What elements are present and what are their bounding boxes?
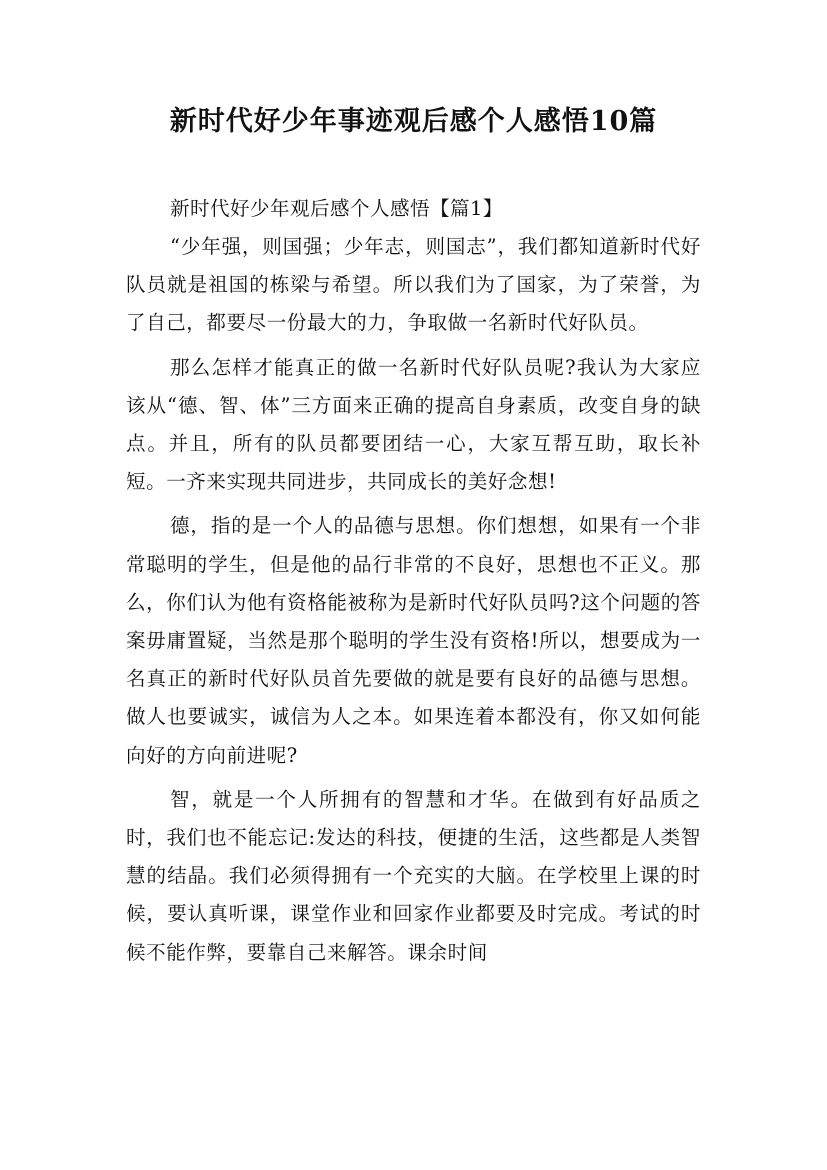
paragraph-4: 智，就是一个人所拥有的智慧和才华。在做到有好品质之时，我们也不能忘记:发达的科技，便捷的生活，这些都是人类智慧的结晶。我们必须得拥有一个充实的大脑。在学校里上课的时候，要认真听课，课堂作业和回家作业都要及时完成。考试的时候不能作弊，要靠自己来解答。课余时间 bbox=[126, 787, 701, 964]
paragraph-3: 德，指的是一个人的品德与思想。你们想想，如果有一个非常聪明的学生，但是他的品行非常的不良好，思想也不正义。那么，你们认为他有资格能被称为是新时代好队员吗?这个问题的答案毋庸置疑，当然是那个聪明的学生没有资格!所以，想要成为一名真正的新时代好队员首先要做的就是要有良好的品德与思想。做人也要诚实，诚信为人之本。如果连着本都没有，你又如何能向好的方向前进呢? bbox=[126, 514, 701, 767]
document-title: 新时代好少年事迹观后感个人感悟10篇 bbox=[169, 106, 658, 137]
paragraph-2: 那么怎样才能真正的做一名新时代好队员呢?我认为大家应该从“德、智、体”三方面来正确的提高自身素质，改变自身的缺点。并且，所有的队员都要团结一心，大家互帮互助，取长补短。一齐来实现共同进步，共同成长的美好念想! bbox=[126, 355, 701, 494]
paragraph-1: “少年强，则国强；少年志，则国志”，我们都知道新时代好队员就是祖国的栋梁与希望。所以我们为了国家，为了荣誉，为了自己，都要尽一份最大的力，争取做一名新时代好队员。 bbox=[126, 235, 701, 335]
section-heading: 新时代好少年观后感个人感悟【篇1】 bbox=[170, 197, 503, 220]
